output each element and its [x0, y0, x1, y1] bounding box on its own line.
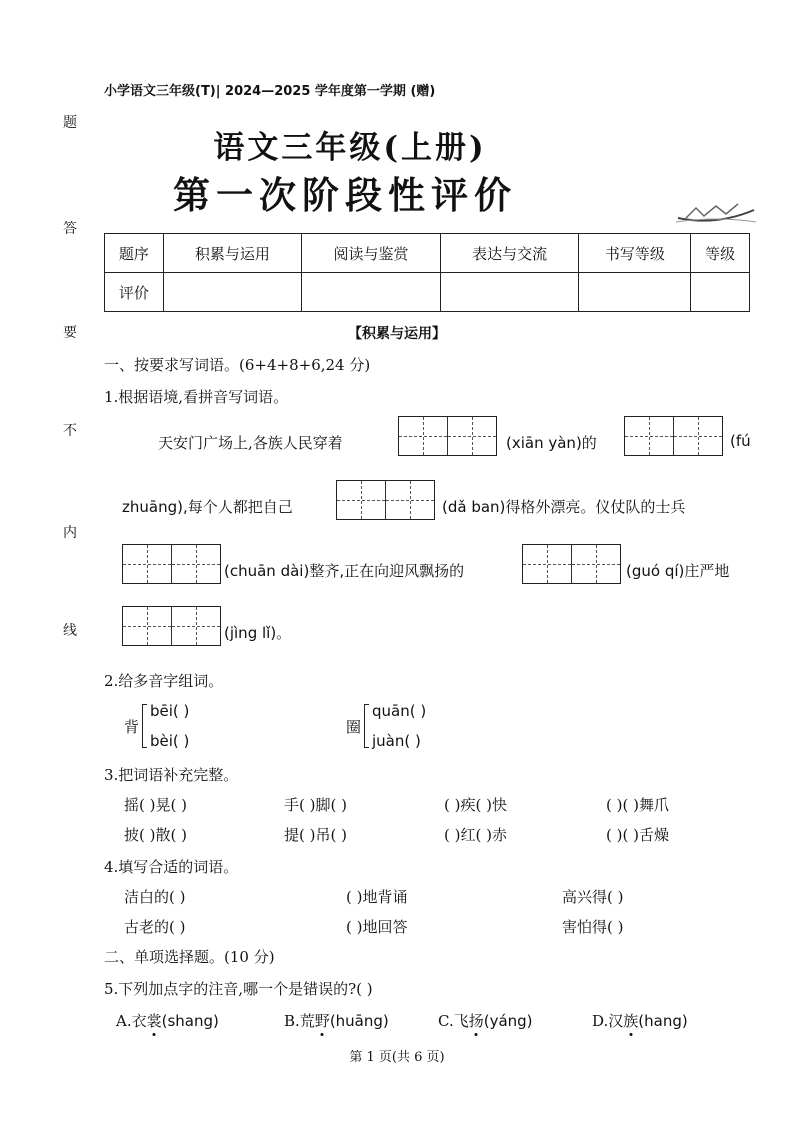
table-cell: 积累与运用: [163, 234, 302, 273]
phrase-blank[interactable]: 害怕得( ): [562, 918, 624, 936]
pinyin-text: (dǎ ban)得格外漂亮。仪仗队的士兵: [442, 498, 686, 516]
pinyin-text: (xiān yàn)的: [506, 434, 597, 452]
brace: [364, 704, 369, 748]
pinyin-text: (jìng lǐ)。: [224, 624, 292, 642]
brace: [142, 704, 147, 748]
header-line: 小学语文三年级(T)| 2024—2025 学年度第一学期 (赠): [104, 84, 436, 99]
q1-label: 1.根据语境,看拼音写词语。: [104, 388, 289, 406]
word-blank[interactable]: quān( ): [372, 702, 427, 720]
score-input-cell[interactable]: [579, 273, 691, 312]
polyphone-char: 背: [124, 718, 140, 736]
q2-label: 2.给多音字组词。: [104, 672, 224, 690]
idiom-blank[interactable]: 摇( )晃( ): [124, 796, 187, 814]
choice-option-a[interactable]: A.衣裳(shang): [116, 1012, 219, 1030]
tianzige-box[interactable]: [398, 416, 497, 456]
part1-heading: 一、按要求写词语。(6+4+8+6,24 分): [104, 356, 371, 374]
score-input-cell[interactable]: [440, 273, 579, 312]
phrase-blank[interactable]: 洁白的( ): [124, 888, 186, 906]
margin-char: 题: [63, 115, 77, 131]
idiom-blank[interactable]: ( )( )舞爪: [606, 796, 669, 814]
score-input-cell[interactable]: [302, 273, 441, 312]
score-input-cell[interactable]: [163, 273, 302, 312]
page-title: 语文三年级(上册): [213, 130, 487, 166]
q5-text: 5.下列加点字的注音,哪一个是错误的?( ): [104, 980, 373, 998]
pinyin-text: (fú: [730, 432, 751, 450]
margin-char: 线: [63, 623, 77, 639]
section-heading: 【积累与运用】: [348, 326, 446, 342]
q4-label: 4.填写合适的词语。: [104, 858, 239, 876]
choice-option-b[interactable]: B.荒野(huāng): [284, 1012, 389, 1030]
idiom-blank[interactable]: ( )( )舌燥: [606, 826, 669, 844]
idiom-blank[interactable]: 披( )散( ): [124, 826, 187, 844]
margin-char: 内: [63, 525, 77, 541]
table-cell: 题序: [105, 234, 164, 273]
tianzige-box[interactable]: [624, 416, 723, 456]
phrase-blank[interactable]: 古老的( ): [124, 918, 186, 936]
pinyin-text: zhuāng),每个人都把自己: [122, 498, 293, 516]
score-table: [104, 233, 750, 312]
word-blank[interactable]: bēi( ): [150, 702, 190, 720]
idiom-blank[interactable]: ( )红( )赤: [444, 826, 507, 844]
word-blank[interactable]: juàn( ): [372, 732, 421, 750]
pinyin-text: (chuān dài)整齐,正在向迎风飘扬的: [224, 562, 465, 580]
margin-char: 不: [63, 423, 77, 439]
idiom-blank[interactable]: 手( )脚( ): [284, 796, 347, 814]
tianzige-box[interactable]: [122, 544, 221, 584]
choice-option-d[interactable]: D.汉族(hang): [592, 1012, 688, 1030]
margin-char: 要: [63, 325, 77, 341]
q1-text: 天安门广场上,各族人民穿着: [158, 434, 343, 452]
margin-char: 答: [63, 221, 77, 237]
idiom-blank[interactable]: ( )疾( )快: [444, 796, 507, 814]
table-cell: 阅读与鉴赏: [302, 234, 441, 273]
word-blank[interactable]: bèi( ): [150, 732, 190, 750]
page-footer: 第 1 页(共 6 页): [349, 1050, 445, 1065]
tianzige-box[interactable]: [336, 480, 435, 520]
score-input-cell[interactable]: [691, 273, 750, 312]
phrase-blank[interactable]: 高兴得( ): [562, 888, 624, 906]
tianzige-box[interactable]: [122, 606, 221, 646]
table-cell: 等级: [691, 234, 750, 273]
table-cell: 表达与交流: [440, 234, 579, 273]
table-cell: 书写等级: [579, 234, 691, 273]
polyphone-char: 圈: [346, 718, 362, 736]
dragon-boat-decoration: [676, 196, 756, 226]
q3-label: 3.把词语补充完整。: [104, 766, 239, 784]
page-subtitle: 第一次阶段性评价: [173, 173, 517, 217]
pinyin-text: (guó qí)庄严地: [626, 562, 730, 580]
choice-option-c[interactable]: C.飞扬(yáng): [438, 1012, 533, 1030]
phrase-blank[interactable]: ( )地背诵: [346, 888, 408, 906]
tianzige-box[interactable]: [522, 544, 621, 584]
table-cell: 评价: [105, 273, 164, 312]
idiom-blank[interactable]: 提( )吊( ): [284, 826, 347, 844]
phrase-blank[interactable]: ( )地回答: [346, 918, 408, 936]
part2-heading: 二、单项选择题。(10 分): [104, 948, 275, 966]
